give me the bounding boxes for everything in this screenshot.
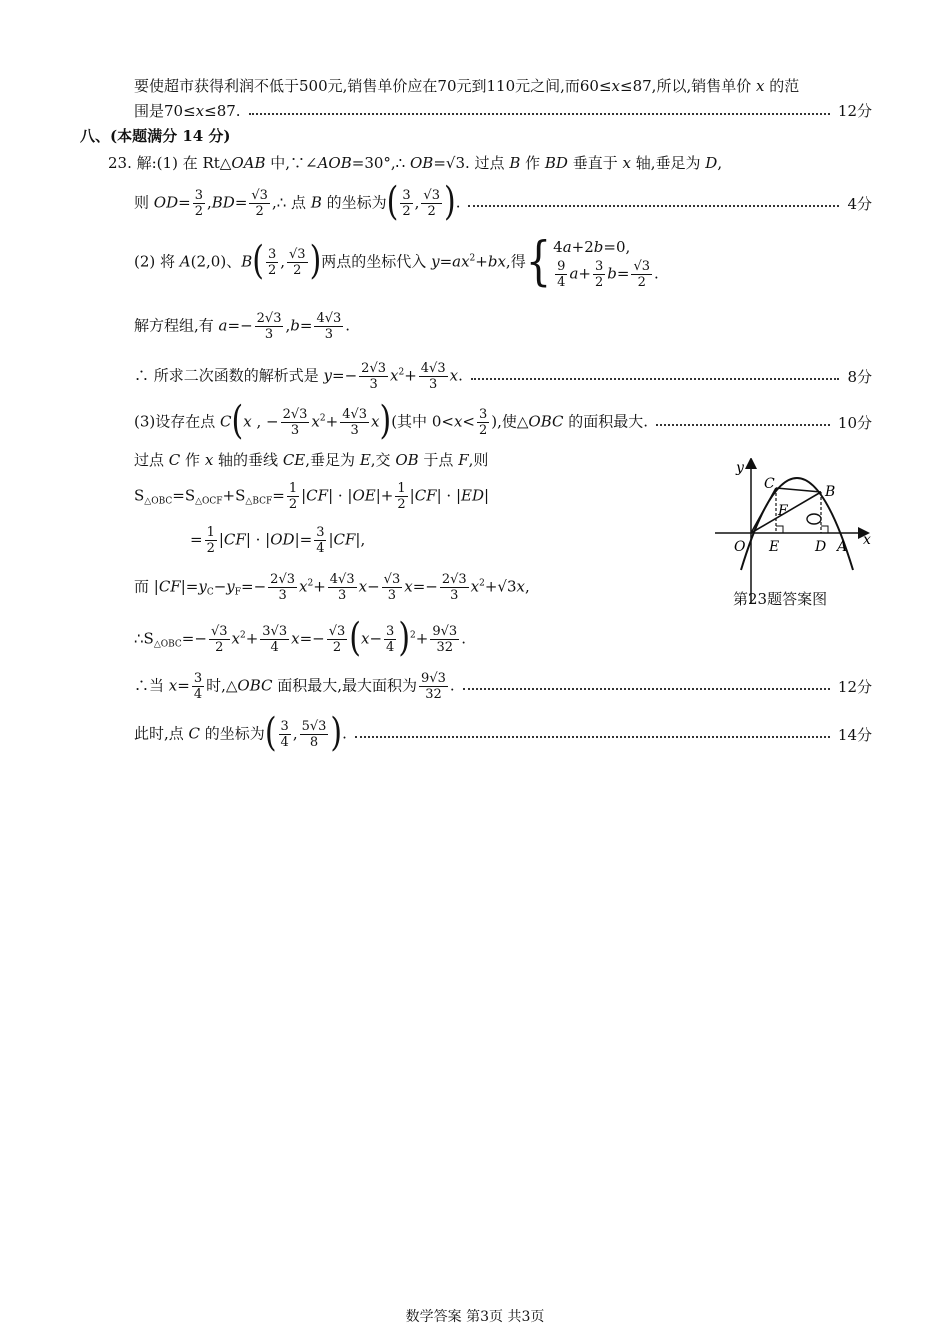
score-12-b: 12分 <box>837 677 872 696</box>
part2-solution: 解方程组,有 a=− $\frac{2√3}{3}$ ,b= $\frac{4√3}{3}$ . <box>134 310 351 342</box>
area-expression: $\therefore S_{\triangle OBC}=-$ $\frac{√3}{2}$ $x^2+$ $\frac{3√3}{4}$ x=− $\frac{√3}{2}$ (x− $\frac{3}{4}$ )$^2$+ $\frac{9√3}{32}$ . <box>134 615 466 662</box>
part2-line: (2) 将 A(2,0)、B( $\frac{3}{2}$ , $\frac{√3}{2}$ )两点的坐标代入 $y=ax^2+bx$,得 { 4a+2b=0, $\frac{9}{4}$ a+ $\frac{3}{2}$ b= $\frac{√3}{2}$ . <box>134 232 659 292</box>
point-c-line: 此时,点 C 的坐标为( $\frac{3}{4}$ , $\frac{5√3}{8}$ ). 14分 <box>134 710 872 757</box>
area-formula-1: $S_{\triangle OBC}=S_{\triangle OCF}+S_{\triangle BCF}=$ $\frac{1}{2}$ |CF| · |OE|+ $\frac{1}{2}$ |CF| · |ED| <box>134 480 490 512</box>
label-x: x <box>863 532 871 548</box>
score-10: 10分 <box>837 413 872 432</box>
label-d: D <box>815 539 827 555</box>
section-heading: 八、(本题满分 14 分) <box>80 127 231 145</box>
part3-perpendicular: 过点 C 作 x 轴的垂线 CE,垂足为 E,交 OB 于点 F,则 <box>134 451 489 469</box>
label-o: O <box>734 539 746 555</box>
label-y: y <box>736 460 744 476</box>
part1-line: 则 OD= $\frac{3}{2}$ ,BD= $\frac{√3}{2}$ ,∴ 点 B 的坐标为( $\frac{3}{2}$ , $\frac{√3}{2}$ ). 4分 <box>134 179 872 226</box>
label-f: F <box>778 503 788 519</box>
cf-length: 而 $|CF|=y_C-y_F=-$ $\frac{2√3}{3}$ $x^2+$ $\frac{4√3}{3}$ x− $\frac{√3}{3}$ x=− $\frac{2√3}{3}$ $x^2+√3x$, <box>134 571 530 603</box>
angle-marker <box>807 514 821 524</box>
parabola-curve <box>741 478 853 570</box>
score-12-a: 12分 <box>837 102 872 120</box>
text-line-1: 要使超市获得利润不低于500元,销售单价应在70元到110元之间,而60≤x≤87,所以,销售单价 x 的范 <box>134 77 800 95</box>
text-line-2: 围是70≤x≤87. 12分 <box>134 102 872 120</box>
segment-cb <box>776 488 821 492</box>
max-area-line: ∴当 x= $\frac{3}{4}$ 时,△OBC 面积最大,最大面积为 $\frac{9√3}{32}$ . 12分 <box>134 670 872 702</box>
right-angle-e <box>776 526 783 533</box>
score-14: 14分 <box>837 725 872 744</box>
label-b: B <box>825 484 836 500</box>
score-4: 4分 <box>847 194 872 213</box>
area-formula-2: = $\frac{1}{2}$ |CF| · |OD|= $\frac{3}{4}$ |CF|, <box>190 524 366 556</box>
label-a: A <box>837 539 848 555</box>
label-e: E <box>769 539 780 555</box>
score-8: 8分 <box>847 367 872 386</box>
figure-caption: 第23题答案图 <box>733 590 828 608</box>
q23-intro: 23. 解:(1) 在 Rt△OAB 中,∵∠AOB=30°,∴ OB=√3. 过点 B 作 BD 垂直于 x 轴,垂足为 D, <box>108 154 723 172</box>
right-angle-d <box>821 526 828 533</box>
figure-23 <box>715 458 875 608</box>
part2-result: ∴ 所求二次函数的解析式是 y=− $\frac{2√3}{3}$ $x^2+$ $\frac{4√3}{3}$ x. 8分 <box>134 360 872 392</box>
label-c: C <box>764 476 775 492</box>
page-footer: 数学答案 第3页 共3页 <box>405 1309 545 1325</box>
part3-line: (3)设存在点 C(x , − $\frac{2√3}{3}$ $x^2+$ $\frac{4√3}{3}$ x)(其中 0<x< $\frac{3}{2}$ ),使△OBC 的面积最大. 10分 <box>134 398 872 445</box>
